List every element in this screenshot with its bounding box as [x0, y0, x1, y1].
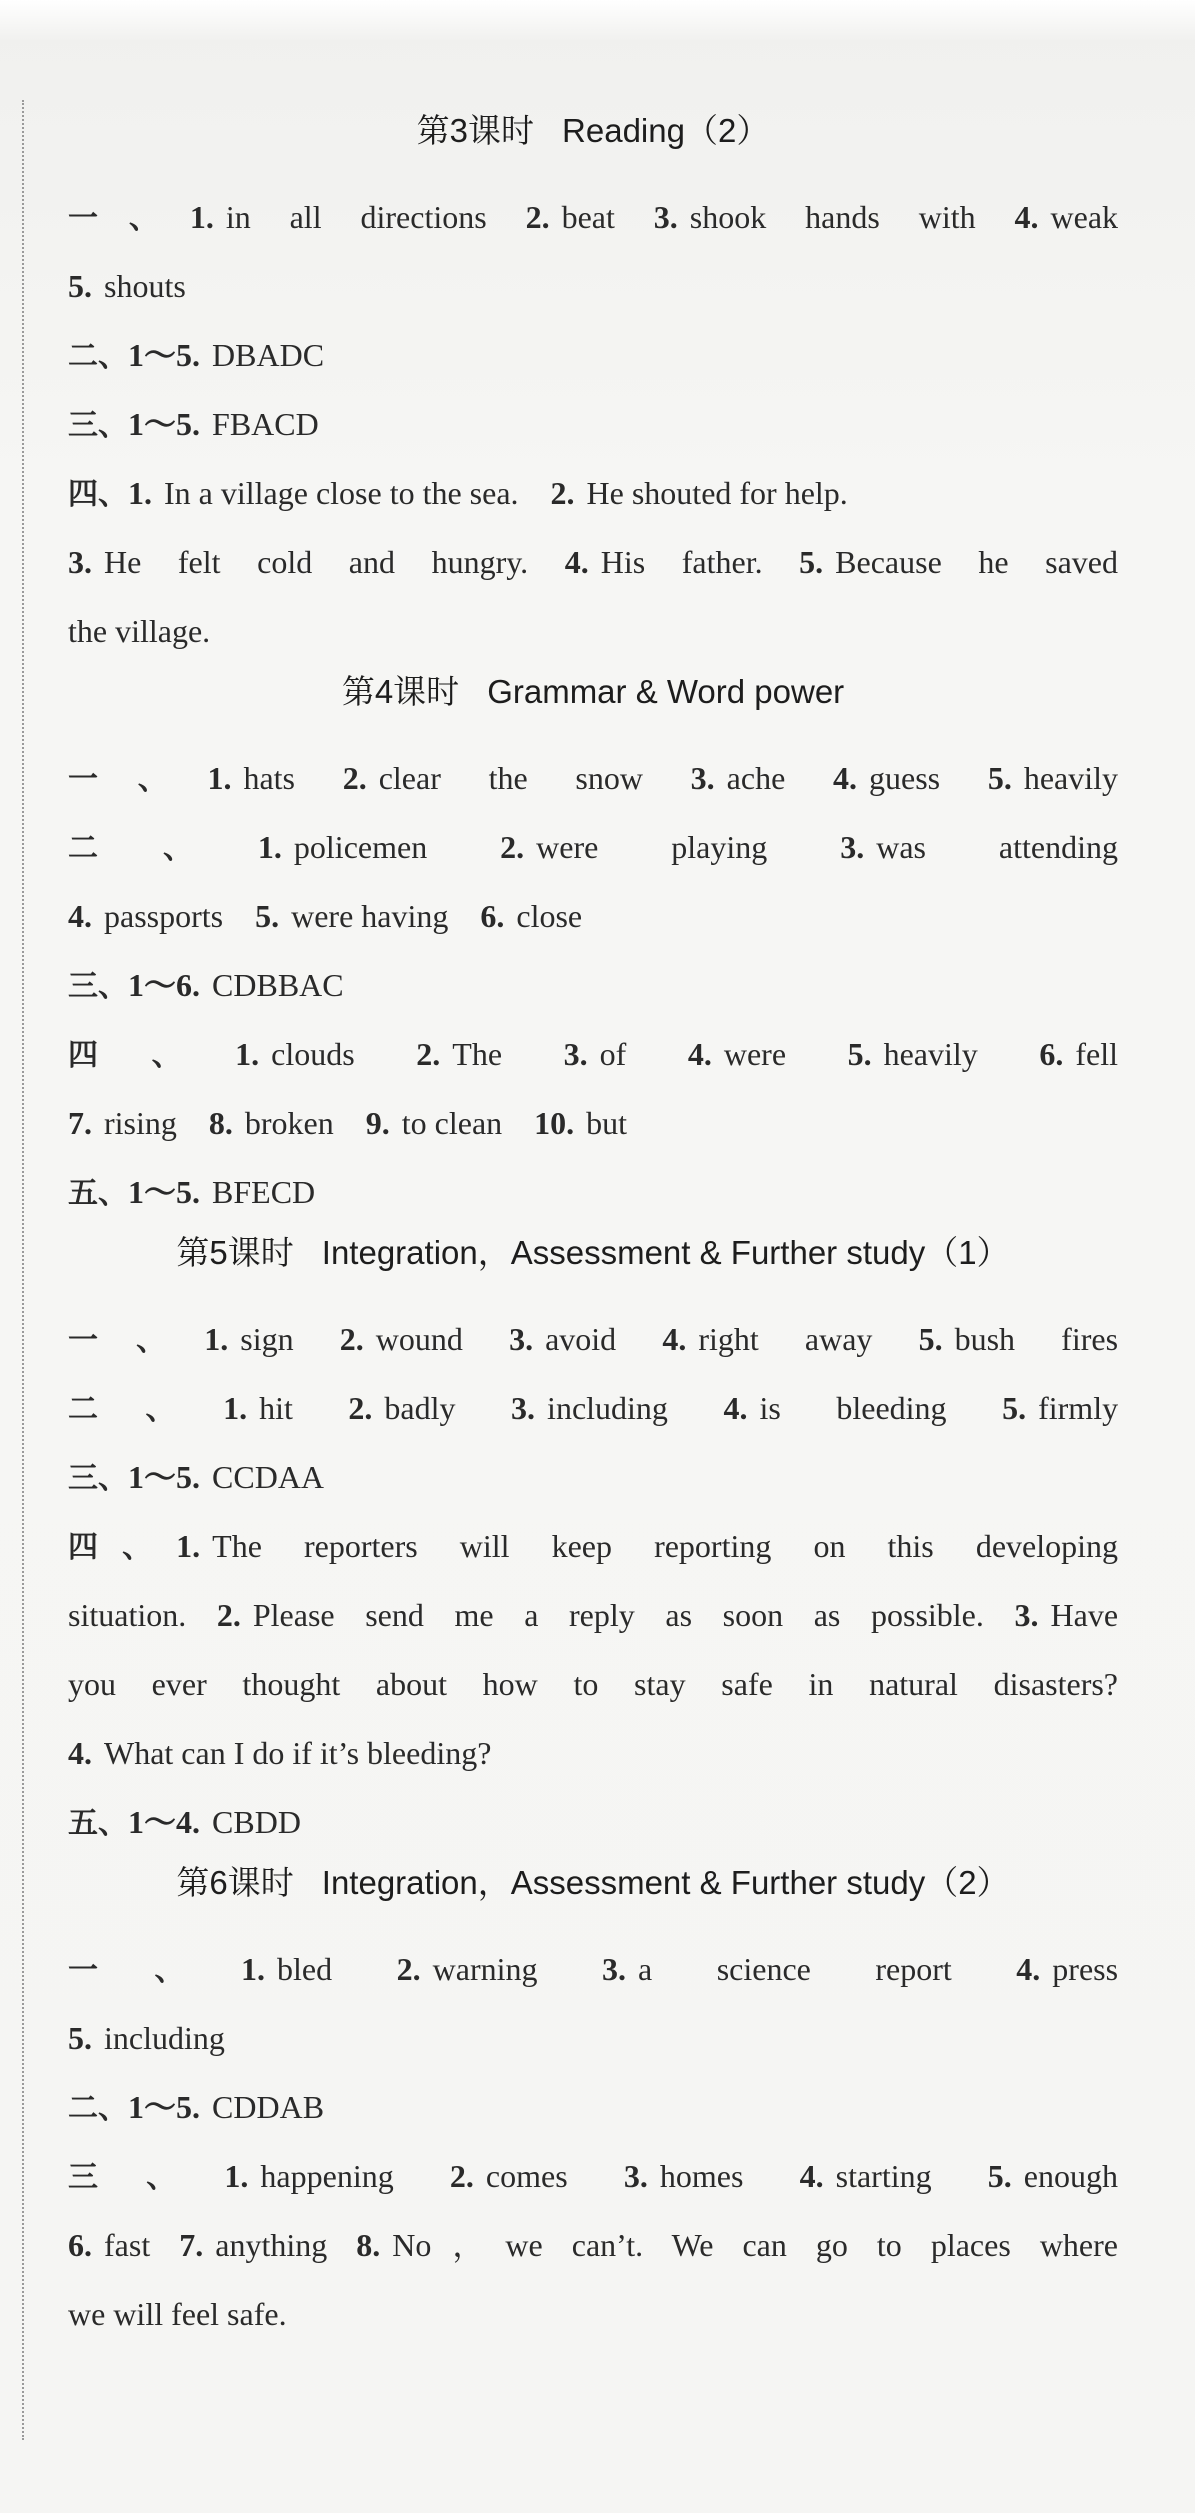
lesson-label: 第6课时 [176, 1864, 294, 1901]
part-marker: 一、 [68, 1323, 205, 1358]
answer-text: was attending [876, 829, 1118, 865]
answer-line [68, 882, 1118, 951]
answer-text: including [104, 2020, 225, 2056]
top-band [0, 0, 1195, 40]
answer-line [68, 813, 1118, 882]
part-marker: 四、 [68, 1530, 177, 1565]
part-marker: 二、 [68, 1392, 224, 1427]
answer-text: No，we can’t. We can go to places where [392, 2227, 1118, 2263]
answer-line [68, 2142, 1118, 2211]
item-number: 4. [662, 1321, 687, 1357]
item-number: 1～4. [128, 1804, 201, 1840]
item-number: 3. [653, 199, 678, 235]
item-number: 5. [847, 1036, 872, 1072]
answer-text: but [586, 1105, 628, 1141]
item-number: 5. [68, 268, 92, 304]
part-marker: 四、 [68, 1038, 236, 1073]
answer-line [68, 2280, 1118, 2349]
answer-text: Please send me a reply as soon as possible. [252, 1597, 984, 1633]
answer-text: passports [104, 898, 224, 934]
answer-text: close [516, 898, 583, 934]
item-number: 1. [241, 1951, 266, 1987]
answer-line [68, 1089, 1118, 1158]
answer-text: in all directions [225, 199, 487, 235]
item-number: 1. [189, 199, 214, 235]
answer-text: wound [375, 1321, 463, 1357]
answer-line [68, 1305, 1118, 1374]
item-number: 4. [564, 544, 589, 580]
item-number: 2. [339, 1321, 364, 1357]
section-lesson-6 [68, 1857, 1118, 2349]
answer-text: weak [1050, 199, 1119, 235]
answer-text: clear the snow [378, 760, 643, 796]
answer-line [68, 2073, 1118, 2142]
answer-text: avoid [545, 1321, 617, 1357]
item-number: 6. [68, 2227, 92, 2263]
item-number: 1～5. [128, 2089, 201, 2125]
part-marker: 五、 [68, 1176, 128, 1211]
answer-text: heavily [1023, 760, 1119, 796]
item-number: 2. [550, 475, 575, 511]
item-number: 1. [223, 1390, 248, 1426]
answer-text: happening [260, 2158, 394, 2194]
lesson-label: 第4课时 [341, 673, 460, 710]
part-marker: 一、 [68, 1953, 242, 1988]
answer-text: broken [244, 1105, 334, 1141]
answer-text: sign [240, 1321, 294, 1357]
answer-line [68, 1158, 1118, 1227]
answer-text: shook hands with [689, 199, 976, 235]
item-number: 10. [534, 1105, 575, 1141]
answer-text: He shouted for help. [586, 475, 848, 511]
item-number: 4. [1016, 1951, 1041, 1987]
answer-line [68, 1650, 1118, 1719]
answer-text: the village. [68, 613, 211, 649]
part-marker: 三、 [68, 1461, 128, 1496]
item-number: 3. [563, 1036, 588, 1072]
item-number: 5. [68, 2020, 92, 2056]
item-number: 5. [1002, 1390, 1027, 1426]
section-heading [68, 1857, 1118, 1935]
section-lesson-3 [68, 105, 1118, 666]
answer-line [68, 744, 1118, 813]
item-number: 1. [207, 760, 232, 796]
item-number: 1～5. [128, 1174, 201, 1210]
answer-key [68, 105, 1118, 2349]
item-number: 8. [356, 2227, 381, 2263]
answer-text: of [599, 1036, 627, 1072]
answer-line [68, 2211, 1118, 2280]
answer-text: policemen [293, 829, 428, 865]
item-number: 7. [179, 2227, 204, 2263]
answer-line [68, 459, 1118, 528]
part-marker: 三、 [68, 2160, 225, 2195]
lesson-label: 第5课时 [176, 1234, 294, 1271]
answer-text: were having [291, 898, 449, 934]
answer-text: bled [277, 1951, 333, 1987]
item-number: 6. [480, 898, 505, 934]
part-marker: 五、 [68, 1806, 128, 1841]
answer-text: What can I do if it’s bleeding? [104, 1735, 492, 1771]
answer-text: clouds [271, 1036, 355, 1072]
part-marker: 四、 [68, 477, 128, 512]
answer-line [68, 1512, 1118, 1581]
item-number: 2. [416, 1036, 441, 1072]
item-number: 3. [68, 544, 92, 580]
item-number: 3. [1014, 1597, 1039, 1633]
answer-text: CDDAB [212, 2089, 325, 2125]
part-marker: 二、 [68, 339, 128, 374]
item-number: 5. [918, 1321, 943, 1357]
answer-line [68, 252, 1118, 321]
item-number: 2. [449, 2158, 474, 2194]
item-number: 5. [255, 898, 280, 934]
answer-text: CBDD [212, 1804, 301, 1840]
item-number: 1. [176, 1528, 201, 1564]
item-number: 5. [799, 544, 824, 580]
item-number: 4. [723, 1390, 748, 1426]
part-marker: 二、 [68, 2091, 128, 2126]
answer-text: we will feel safe. [68, 2296, 287, 2332]
item-number: 1. [224, 2158, 249, 2194]
item-number: 1～5. [128, 337, 201, 373]
answer-text: right away [698, 1321, 873, 1357]
item-number: 2. [500, 829, 525, 865]
answer-line [68, 1020, 1118, 1089]
item-number: 3. [840, 829, 865, 865]
item-number: 4. [68, 898, 92, 934]
answer-text: a science report [638, 1951, 952, 1987]
answer-text: In a village close to the sea. [164, 475, 519, 511]
part-marker: 二、 [68, 831, 258, 866]
lesson-topic: Integration，Assessment & Further study（1） [321, 1234, 1010, 1271]
lesson-label: 第3课时 [416, 112, 535, 149]
item-number: 4. [833, 760, 857, 796]
item-number: 3. [623, 2158, 648, 2194]
answer-text: hats [243, 760, 295, 796]
answer-line [68, 597, 1118, 666]
answer-line [68, 321, 1118, 390]
item-number: 3. [509, 1321, 534, 1357]
answer-line [68, 2004, 1118, 2073]
answer-text: bush fires [954, 1321, 1119, 1357]
answer-text: starting [835, 2158, 932, 2194]
answer-text: FBACD [212, 406, 319, 442]
lesson-topic: Reading（2） [562, 112, 770, 149]
section-lesson-4 [68, 666, 1118, 1227]
item-number: 5. [987, 760, 1012, 796]
answer-line [68, 951, 1118, 1020]
answer-text: His father. [600, 544, 763, 580]
answer-text: homes [659, 2158, 744, 2194]
answer-text: comes [485, 2158, 568, 2194]
part-marker: 一、 [68, 201, 190, 236]
answer-text: heavily [883, 1036, 978, 1072]
item-number: 3. [690, 760, 715, 796]
answer-line [68, 390, 1118, 459]
answer-text: anything [215, 2227, 328, 2263]
item-number: 1. [257, 829, 282, 865]
lesson-topic: Grammar & Word power [487, 673, 845, 710]
answer-text: you ever thought about how to stay safe in natural disasters? [68, 1666, 1118, 1702]
answer-line [68, 1581, 1118, 1650]
item-number: 2. [396, 1951, 421, 1987]
answer-text: situation. [68, 1597, 187, 1633]
answer-text: ache [726, 760, 786, 796]
item-number: 4. [1014, 199, 1039, 235]
answer-text: fast [104, 2227, 151, 2263]
answer-text: fell [1075, 1036, 1118, 1072]
item-number: 2. [348, 1390, 373, 1426]
item-number: 4. [68, 1735, 92, 1771]
answer-text: warning [432, 1951, 538, 1987]
item-number: 1～6. [128, 967, 201, 1003]
answer-text: guess [869, 760, 941, 796]
answer-line [68, 1374, 1118, 1443]
answer-text: including [547, 1390, 668, 1426]
answer-text: Because he saved [835, 544, 1118, 580]
answer-text: CDBBAC [212, 967, 344, 1003]
item-number: 7. [68, 1105, 92, 1141]
answer-text: CCDAA [212, 1459, 325, 1495]
part-marker: 三、 [68, 408, 128, 443]
item-number: 2. [525, 199, 550, 235]
binding-dotted-line [22, 100, 24, 2440]
answer-text: DBADC [212, 337, 325, 373]
answer-line [68, 1719, 1118, 1788]
answer-text: BFECD [212, 1174, 316, 1210]
answer-text: The reporters will keep reporting on this developing [212, 1528, 1119, 1564]
answer-text: to clean [401, 1105, 503, 1141]
section-heading [68, 105, 1118, 183]
answer-text: hit [259, 1390, 293, 1426]
item-number: 1～5. [128, 1459, 201, 1495]
answer-text: were playing [536, 829, 768, 865]
item-number: 3. [602, 1951, 626, 1987]
answer-line [68, 1443, 1118, 1512]
item-number: 2. [216, 1597, 241, 1633]
part-marker: 一、 [68, 762, 208, 797]
answer-text: The [452, 1036, 503, 1072]
section-lesson-5 [68, 1227, 1118, 1857]
answer-text: were [723, 1036, 787, 1072]
item-number: 1～5. [128, 406, 201, 442]
section-heading [68, 666, 1118, 744]
answer-text: badly [384, 1390, 456, 1426]
answer-text: is bleeding [759, 1390, 947, 1426]
section-heading [68, 1227, 1118, 1305]
item-number: 5. [987, 2158, 1012, 2194]
answer-text: press [1052, 1951, 1119, 1987]
item-number: 1. [235, 1036, 260, 1072]
answer-text: firmly [1038, 1390, 1119, 1426]
answer-line [68, 528, 1118, 597]
part-marker: 三、 [68, 969, 128, 1004]
answer-text: shouts [104, 268, 186, 304]
answer-line [68, 1935, 1118, 2004]
answer-text: beat [561, 199, 615, 235]
lesson-topic: Integration，Assessment & Further study（2） [321, 1864, 1010, 1901]
item-number: 1. [128, 475, 152, 511]
answer-line [68, 183, 1118, 252]
answer-text: enough [1023, 2158, 1118, 2194]
item-number: 8. [208, 1105, 233, 1141]
item-number: 4. [687, 1036, 712, 1072]
item-number: 1. [204, 1321, 229, 1357]
item-number: 2. [342, 760, 367, 796]
answer-line [68, 1788, 1118, 1857]
answer-text: rising [104, 1105, 177, 1141]
item-number: 9. [365, 1105, 390, 1141]
item-number: 3. [511, 1390, 536, 1426]
item-number: 4. [799, 2158, 824, 2194]
answer-text: Have [1050, 1597, 1119, 1633]
answer-text: He felt cold and hungry. [104, 544, 529, 580]
item-number: 6. [1039, 1036, 1064, 1072]
